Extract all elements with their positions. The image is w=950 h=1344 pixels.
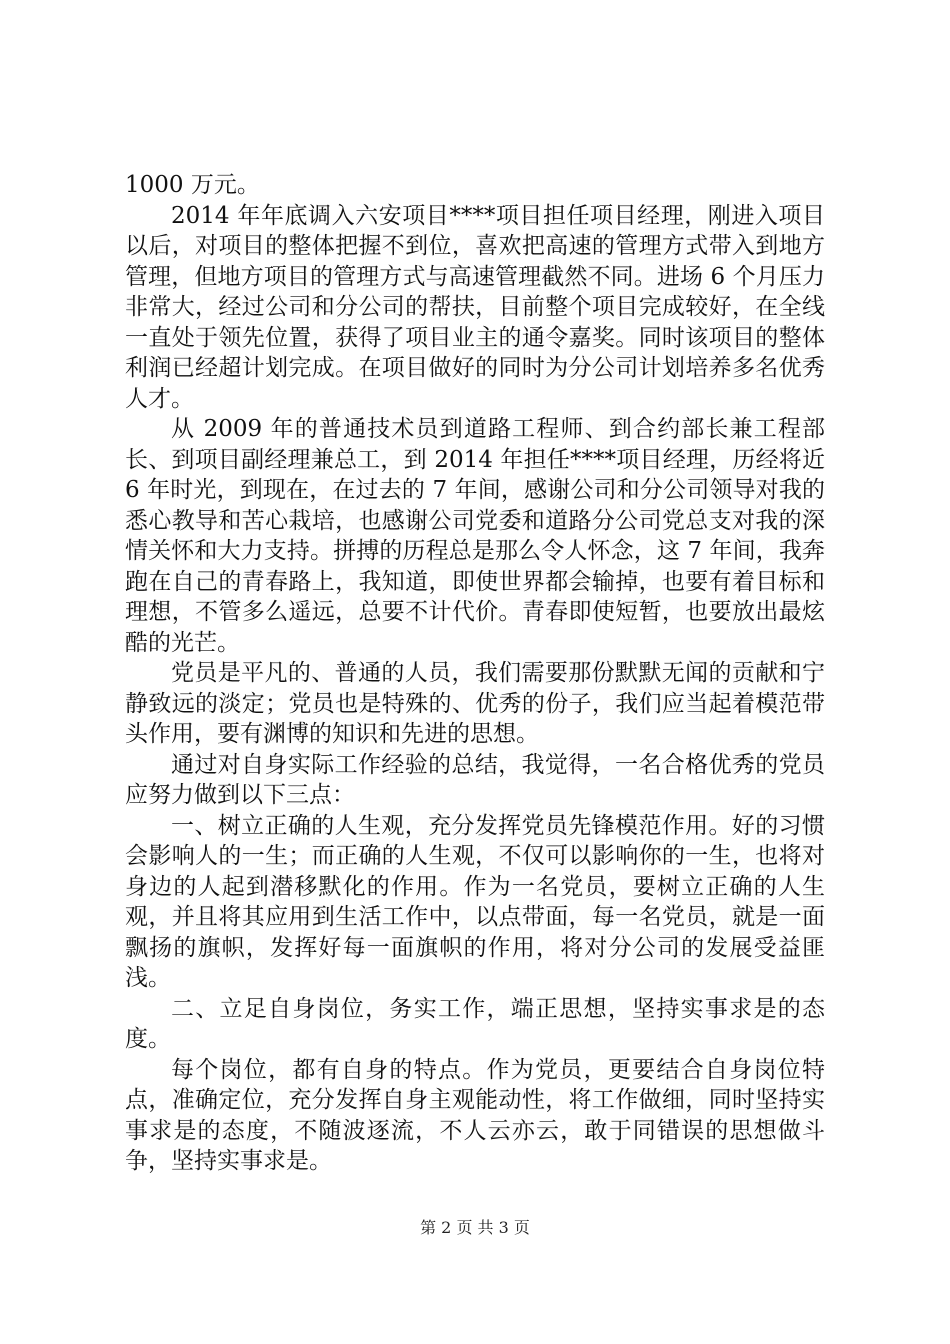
paragraph-point-two-detail: 每个岗位，都有自身的特点。作为党员，更要结合自身岗位特点，准确定位，充分发挥自身主观能动性，将工作做细，同时坚持实事求是的态度，不随波逐流，不人云亦云，敢于同错误的思想做斗争，坚持实事求是。 <box>125 1056 825 1174</box>
paragraph-continuation: 1000 万元。 <box>125 172 260 198</box>
paragraph-project-manager: 2014 年年底调入六安项目****项目担任项目经理，刚进入项目以后，对项目的整体把握不到位，喜欢把高速的管理方式带入到地方管理，但地方项目的管理方式与高速管理截然不同。进场 6 个月压力非常大，经过公司和分公司的帮扶，目前整个项目完成较好，在全线一直处于领先位置，获得了项目业主的通令嘉奖。同时该项目的整体利润已经超计划完成。在项目做好的同时为分公司计划培养多名优秀人才。 <box>125 202 825 412</box>
paragraph-point-one: 一、树立正确的人生观，充分发挥党员先锋模范作用。好的习惯会影响人的一生；而正确的人生观，不仅可以影响你的一生，也将对身边的人起到潜移默化的作用。作为一名党员，要树立正确的人生观，并且将其应用到生活工作中，以点带面，每一名党员，就是一面飘扬的旗帜，发挥好每一面旗帜的作用，将对分公司的发展受益匪浅。 <box>125 812 825 991</box>
paragraph-point-two: 二、立足自身岗位，务实工作，端正思想，坚持实事求是的态度。 <box>125 995 825 1052</box>
paragraph-party-member-role: 党员是平凡的、普通的人员，我们需要那份默默无闻的贡献和宁静致远的淡定；党员也是特殊的、优秀的份子，我们应当起着模范带头作用，要有渊博的知识和先进的思想。 <box>125 660 825 747</box>
document-body <box>125 170 825 1177</box>
page-footer: 第 2 页 共 3 页 <box>420 1218 530 1237</box>
paragraph-career-history: 从 2009 年的普通技术员到道路工程师、到合约部长兼工程部长、到项目副经理兼总工，到 2014 年担任****项目经理，历经将近 6 年时光，到现在，在过去的 7 年间，感谢公司和分公司领导对我的悉心教导和苦心栽培，也感谢公司党委和道路分公司党总支对我的深情关怀和大力支持。拼搏的历程总是那么令人怀念，这 7 年间，我奔跑在自己的青春路上，我知道，即使世界都会输掉，也要有着目标和理想，不管多么遥远，总要不计代价。青春即使短暂，也要放出最炫酷的光芒。 <box>125 416 825 656</box>
paragraph-three-points-intro: 通过对自身实际工作经验的总结，我觉得，一名合格优秀的党员应努力做到以下三点： <box>125 751 825 808</box>
